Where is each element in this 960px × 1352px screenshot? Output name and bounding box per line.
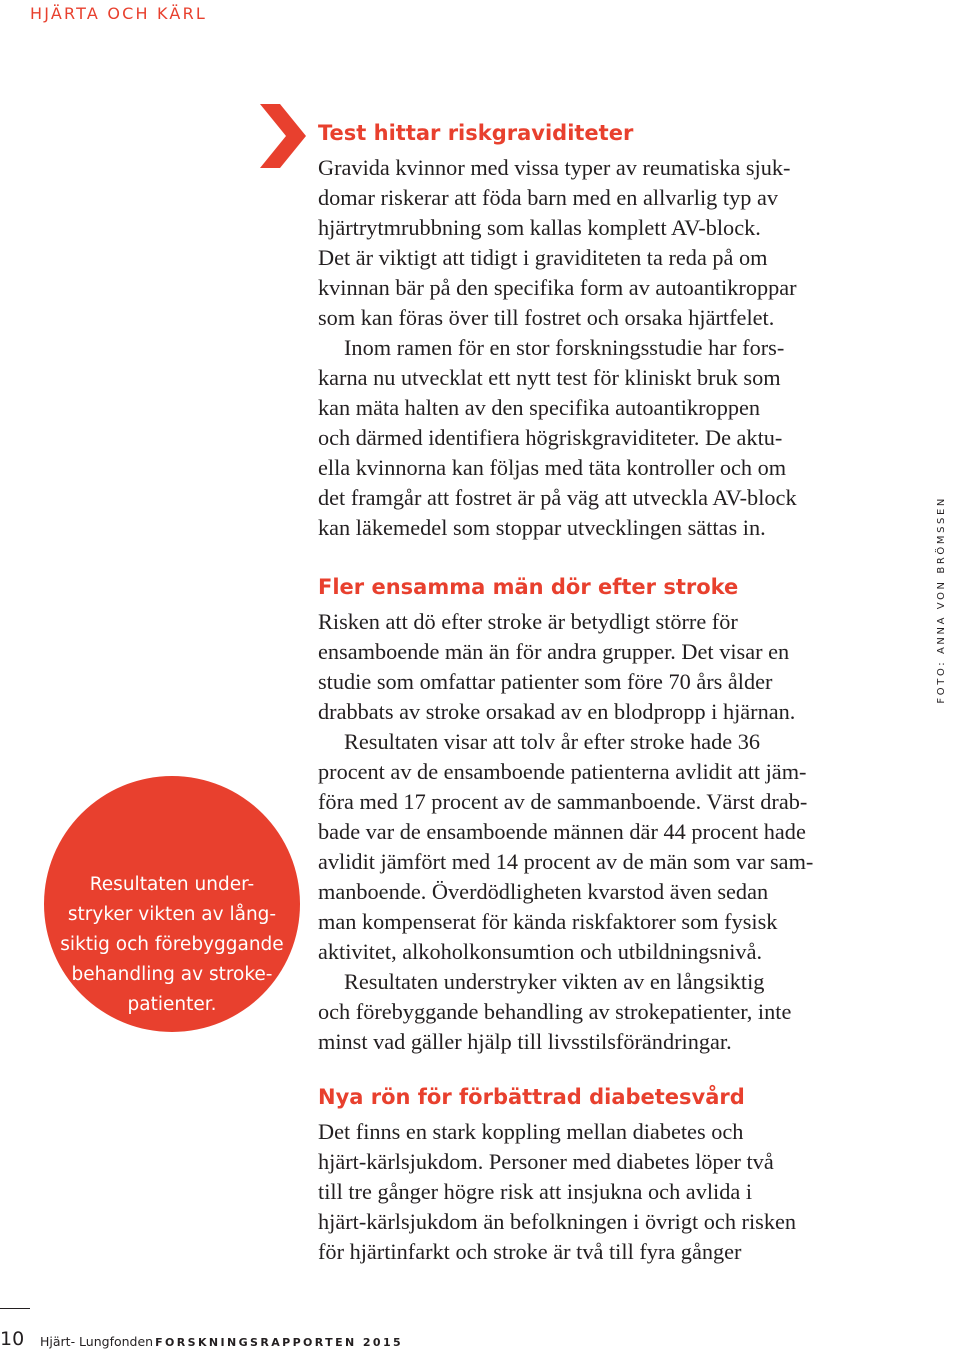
body-line: och förebyggande behandling av strokepatienter, inte: [318, 999, 792, 1024]
body-line: Inom ramen för en stor forskningsstudie har fors-: [344, 335, 785, 360]
body-line: för hjärtinfarkt och stroke är två till fyra gånger: [318, 1239, 742, 1264]
body-line: domar riskerar att föda barn med en allvarlig typ av: [318, 185, 779, 210]
body-line: avlidit jämfört med 14 procent av de män som var sam-: [318, 849, 814, 874]
article-title: Nya rön för förbättrad diabetesvård: [318, 1085, 745, 1109]
body-line: som kan föras över till fostret och orsaka hjärtfelet.: [318, 305, 775, 330]
body-line: minst vad gäller hjälp till livsstilsförändringar.: [318, 1029, 732, 1054]
body-line: kan mäta halten av den specifika autoantikroppen: [318, 395, 761, 420]
pull-quote-line: siktig och förebyggande: [60, 934, 284, 955]
article-title: Fler ensamma män dör efter stroke: [318, 575, 739, 599]
footer-series: FORSKNINGSRAPPORTEN 2015: [155, 1336, 404, 1349]
body-line: Risken att dö efter stroke är betydligt större för: [318, 609, 738, 634]
article-title: Test hittar riskgraviditeter: [318, 121, 634, 145]
pull-quote-line: stryker vikten av lång-: [67, 904, 277, 925]
pull-quote: [52, 870, 292, 1020]
body-line: ella kvinnorna kan följas med täta kontroller och om: [318, 455, 787, 480]
article-diabetes: [318, 1082, 858, 1267]
body-line: bade var de ensamboende männen där 44 procent hade: [318, 819, 806, 844]
body-line: manboende. Överdödligheten kvarstod även sedan: [318, 879, 769, 904]
body-line: studie som omfattar patienter som före 70 års ålder: [318, 669, 773, 694]
body-line: drabbats av stroke orsakad av en blodpropp i hjärnan.: [318, 699, 796, 724]
pull-quote-line: Resultaten under-: [89, 874, 255, 895]
body-line: föra med 17 procent av de sammanboende. Värst drab-: [318, 789, 808, 814]
body-line: till tre gånger högre risk att insjukna och avlida i: [318, 1179, 753, 1204]
body-line: kan läkemedel som stoppar utvecklingen sättas in.: [318, 515, 766, 540]
footer-brand-name: Hjärt- Lungfonden: [40, 1334, 154, 1349]
body-line: kvinnan bär på den specifika form av autoantikroppar: [318, 275, 797, 300]
body-line: Resultaten understryker vikten av en långsiktig: [344, 969, 765, 994]
body-line: hjärt-kärlsjukdom än befolkningen i övrigt och risken: [318, 1209, 797, 1234]
body-line: procent av de ensamboende patienterna avlidit att jäm-: [318, 759, 807, 784]
pull-quote-line: patienter.: [127, 994, 217, 1015]
pull-quote-line: behandling av stroke-: [71, 964, 273, 985]
body-line: aktivitet, alkoholkonsumtion och utbildningsnivå.: [318, 939, 763, 964]
article-stroke: [318, 572, 858, 1057]
chevron-right-icon: [258, 104, 306, 168]
article-riskgraviditeter: [318, 118, 858, 543]
body-line: och därmed identifiera högriskgraviditeter. De aktu-: [318, 425, 783, 450]
body-line: Resultaten visar att tolv år efter stroke hade 36: [344, 729, 761, 754]
body-line: hjärtrytmrubbning som kallas komplett AV-block.: [318, 215, 761, 240]
footer-rule: [0, 1308, 30, 1309]
photo-credit: FOTO: ANNA VON BRÖMSSEN: [936, 496, 947, 704]
section-label: HJÄRTA OCH KÄRL: [30, 4, 207, 23]
body-line: man kompenserat för kända riskfaktorer som fysisk: [318, 909, 778, 934]
footer-brand: [40, 1334, 403, 1349]
body-line: karna nu utvecklat ett nytt test för kliniskt bruk som: [318, 365, 781, 390]
body-line: Det är viktigt att tidigt i graviditeten ta reda på om: [318, 245, 768, 270]
body-line: det framgår att fostret är på väg att utveckla AV-block: [318, 485, 797, 510]
page-number: 10: [0, 1328, 25, 1350]
body-line: ensamboende män än för andra grupper. Det visar en: [318, 639, 790, 664]
body-line: Gravida kvinnor med vissa typer av reumatiska sjuk-: [318, 155, 791, 180]
body-line: Det finns en stark koppling mellan diabetes och: [318, 1119, 744, 1144]
body-line: hjärt-kärlsjukdom. Personer med diabetes löper två: [318, 1149, 774, 1174]
